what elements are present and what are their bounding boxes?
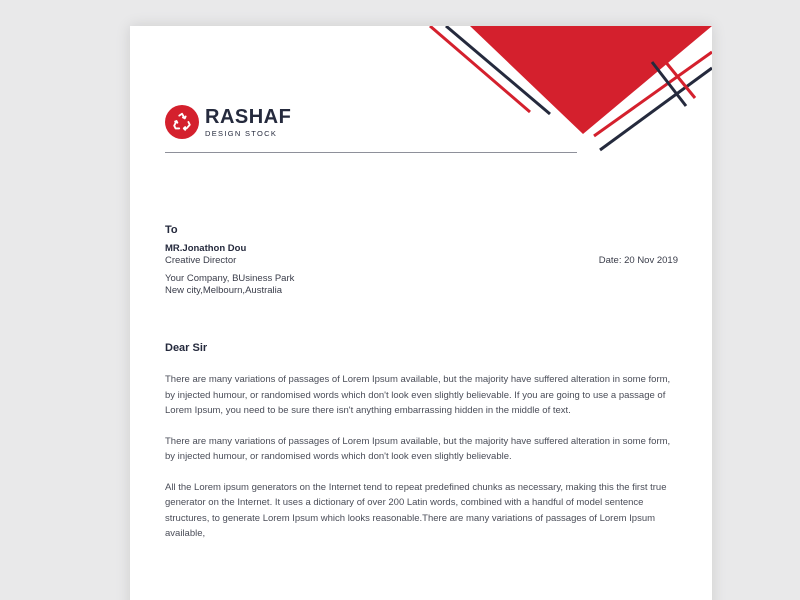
recipient-block (165, 243, 294, 297)
letterhead-page (130, 26, 712, 600)
body-paragraph-1: There are many variations of passages of Lorem Ipsum available, but the majority have suffered alteration in some form, by injected humour, or randomised words which don't look even slightly believable. If you are going to use a passage of Lorem Ipsum, you need to be sure there isn't anything embarrassing hidden in the middle of text. (165, 374, 671, 416)
recipient-address: New city,Melbourn,Australia (165, 285, 283, 296)
red-triangle (470, 26, 712, 134)
letter-body (165, 372, 677, 557)
body-paragraph-2: There are many variations of passages of Lorem Ipsum available, but the majority have suffered alteration in some form, by injected humour, or randomised words which don't look even slightly believable. (165, 435, 671, 462)
letter-date: Date: 20 Nov 2019 (598, 255, 678, 266)
body-paragraph-3: All the Lorem ipsum generators on the Internet tend to repeat predefined chunks as necessary, making this the first true generator on the Internet. It uses a dictionary of over 200 Latin words, combined with a handful of model sentence structures, to generate Lorem Ipsum which looks reasonable.There are many variations of passages of Lorem Ipsum available, (165, 481, 667, 539)
brand-name: RASHAF (205, 105, 292, 128)
salutation: Dear Sir (165, 342, 208, 354)
brand-text (205, 107, 291, 138)
to-label: To (165, 224, 178, 236)
recipient-company: Your Company, BUsiness Park (165, 273, 295, 284)
brand-logo-block (165, 105, 291, 139)
header-divider (165, 152, 577, 153)
recipient-name: MR.Jonathon Dou (165, 243, 247, 254)
brand-tagline: DESIGN STOCK (205, 128, 278, 138)
corner-decoration (130, 26, 712, 166)
recycle-glyph (171, 111, 193, 133)
recycle-icon (165, 105, 199, 139)
recipient-title: Creative Director (165, 255, 237, 266)
